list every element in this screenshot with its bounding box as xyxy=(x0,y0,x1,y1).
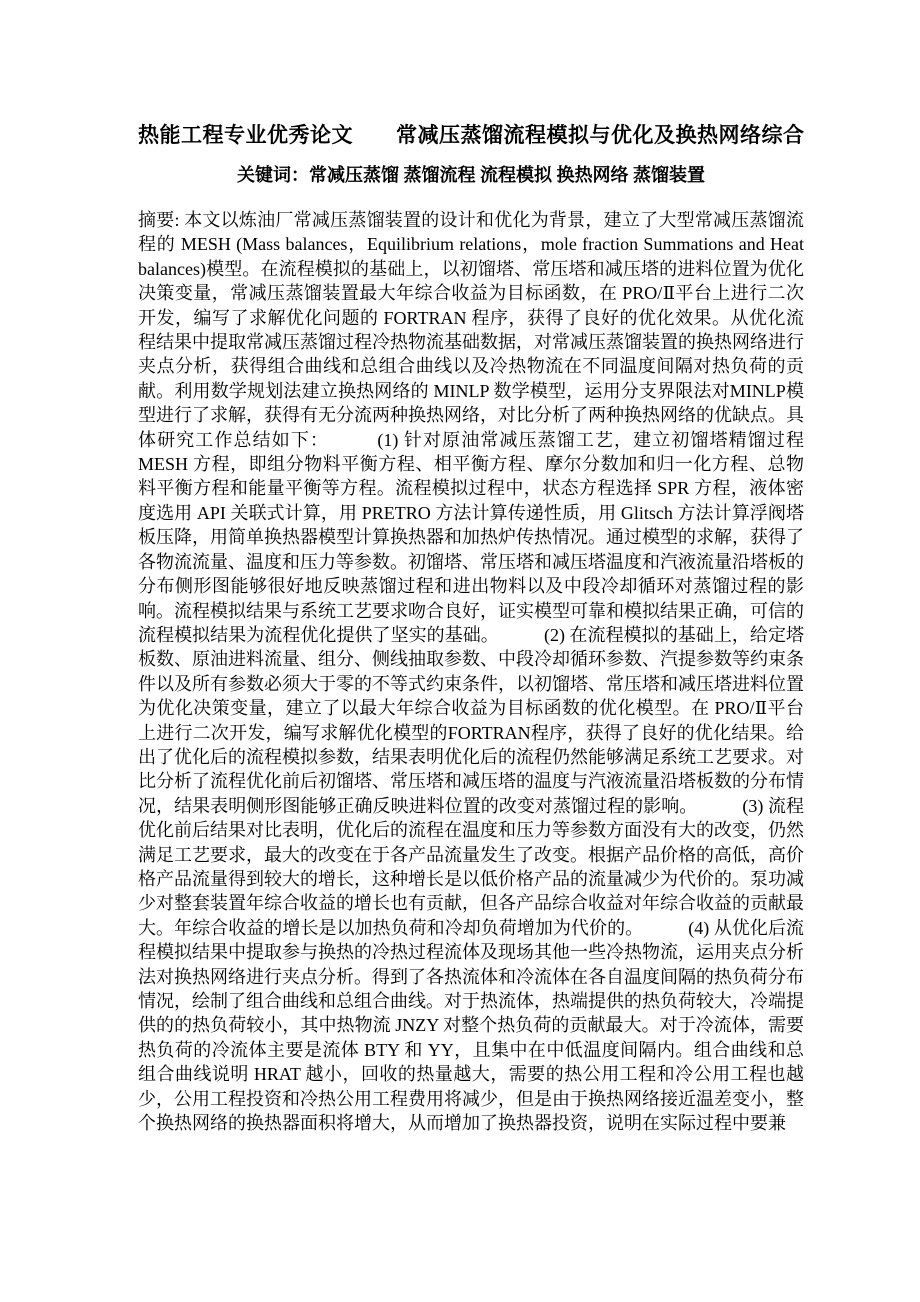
document-title: 热能工程专业优秀论文 常减压蒸馏流程模拟与优化及换热网络综合 xyxy=(138,123,805,147)
keywords-line: 关键词：常减压蒸馏 蒸馏流程 流程模拟 换热网络 蒸馏装置 xyxy=(237,165,705,185)
abstract-paragraph: 摘要: 本文以炼油厂常减压蒸馏装置的设计和优化为背景，建立了大型常减压蒸馏流程的 MESH (Mass balances，Equilibrium relations，mole fraction Summations and Heat balances)模型。在流程模拟的基础上，以初馏塔、常压塔和减压塔的进料位置为优化决策变量，常减压蒸馏装置最大年综合收益为目标函数，在 PRO/Ⅱ平台上进行二次开发，编写了求解优化问题的 FORTRAN 程序，获得了良好的优化效果。从优化流程结果中提取常减压蒸馏过程冷热物流基础数据，对常减压蒸馏装置的换热网络进行夹点分析，获得组合曲线和总组合曲线以及冷热物流在不同温度间隔对热负荷的贡献。利用数学规划法建立换热网络的 MINLP 数学模型，运用分支界限法对MINLP模型进行了求解，获得有无分流两种换热网络，对比分析了两种换热网络的优缺点。具体研究工作总结如下： (1) 针对原油常减压蒸馏工艺，建立初馏塔精馏过程 MESH 方程，即组分物料平衡方程、相平衡方程、摩尔分数加和归一化方程、总物料平衡方程和能量平衡等方程。流程模拟过程中，状态方程选择 SPR 方程，液体密度选用 API 关联式计算，用 PRETRO 方法计算传递性质，用 Glitsch 方法计算浮阀塔板压降，用简单换热器模型计算换热器和加热炉传热情况。通过模型的求解，获得了各物流流量、温度和压力等参数。初馏塔、常压塔和减压塔温度和汽液流量沿塔板的分布侧形图能够很好地反映蒸馏过程和进出物料以及中段冷却循环对蒸馏过程的影响。流程模拟结果与系统工艺要求吻合良好，证实模型可靠和模拟结果正确，可信的流程模拟结果为流程优化提供了坚实的基础。 (2) 在流程模拟的基础上，给定塔板数、原油进料流量、组分、侧线抽取参数、中段冷却循环参数、汽提参数等约束条件以及所有参数必须大于零的不等式约束条件，以初馏塔、常压塔和减压塔进料位置为优化决策变量，建立了以最大年综合收益为目标函数的优化模型。在 PRO/Ⅱ平台上进行二次开发，编写求解优化模型的FORTRAN程序，获得了良好的优化结果。给出了优化后的流程模拟参数，结果表明优化后的流程仍然能够满足系统工艺要求。对比分析了流程优化前后初馏塔、常压塔和减压塔的温度与汽液流量沿塔板数的分布情况，结果表明侧形图能够正确反映进料位置的改变对蒸馏过程的影响。 (3) 流程优化前后结果对比表明，优化后的流程在温度和压力等参数方面没有大的改变，仍然满足工艺要求，最大的改变在于各产品流量发生了改变。根据产品价格的高低，高价格产品流量得到较大的增长，这种增长是以低价格产品的流量减少为代价的。泵功减少对整套装置年综合收益的增长也有贡献，但各产品综合收益对年综合收益的贡献最大。年综合收益的增长是以加热负荷和冷却负荷增加为代价的。 (4) 从优化后流程模拟结果中提取参与换热的冷热过程流体及现场其他一些冷热物流，运用夹点分析法对换热网络进行夹点分析。得到了各热流体和冷流体在各自温度间隔的热负荷分布情况，绘制了组合曲线和总组合曲线。对于热流体，热端提供的热负荷较大，冷端提供的的热负荷较小，其中热物流 JNZY 对整个热负荷的贡献最大。对于冷流体，需要热负荷的冷流体主要是流体 BTY 和 YY，且集中在中低温度间隔内。组合曲线和总组合曲线说明 HRAT 越小，回收的热量越大，需要的热公用工程和冷公用工程也越少，公用工程投资和冷热公用工程费用将减少，但是由于换热网络接近温差变小，整个换热网络的换热器面积将增大，从而增加了换热器投资，说明在实际过程中要兼 xyxy=(138,210,805,1134)
